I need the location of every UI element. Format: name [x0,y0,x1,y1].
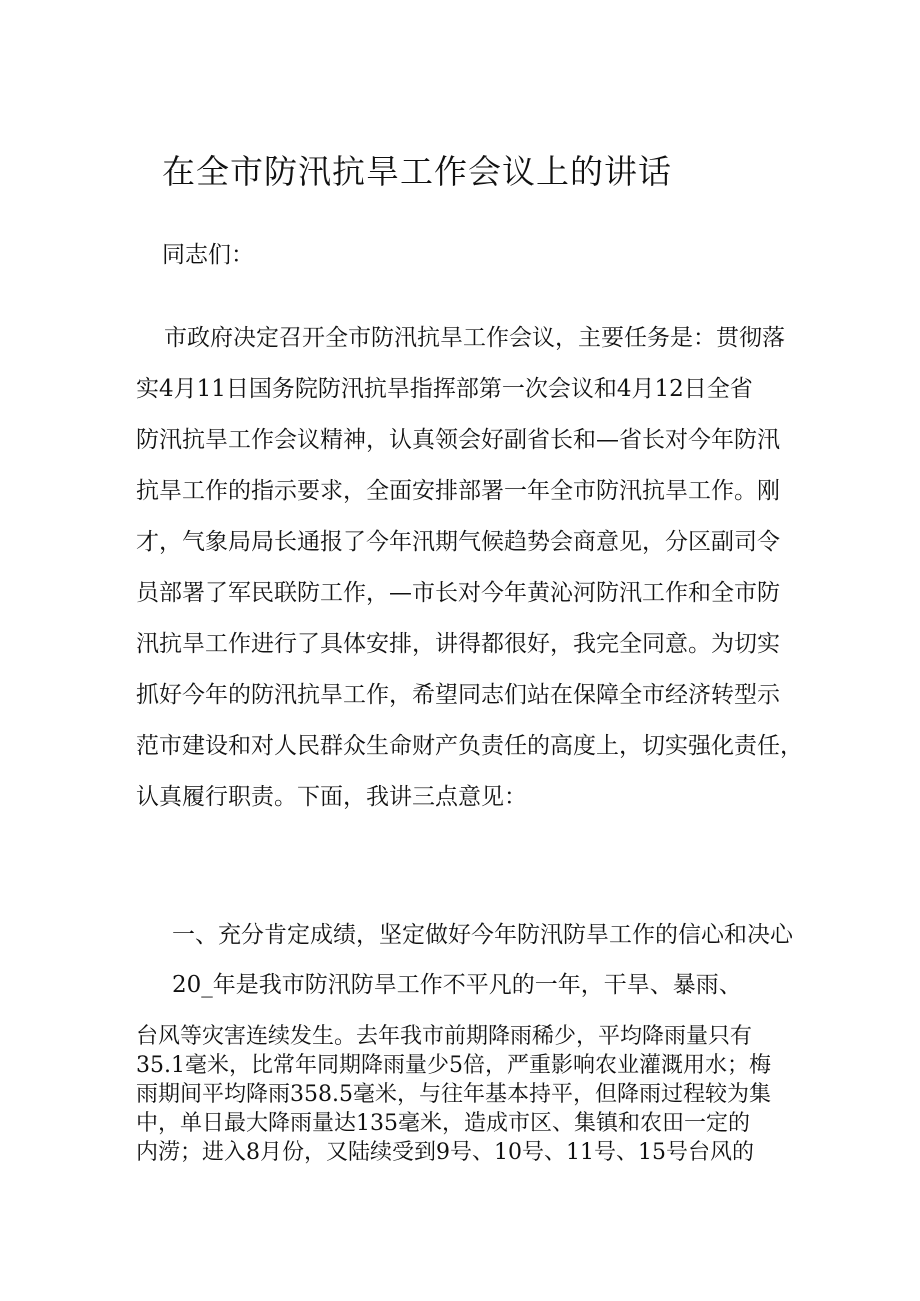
paragraph-line: 汛抗旱工作进行了具体安排，讲得都很好，我完全同意。为切实 [136,631,780,657]
document-title: 在全市防汛抗旱工作会议上的讲话 [162,152,672,191]
paragraph-line: 雨期间平均降雨358.5毫米，与往年基本持平，但降雨过程较为集 [136,1082,771,1107]
paragraph-line: 台风等灾害连续发生。去年我市前期降雨稀少，平均降雨量只有 [136,1024,753,1049]
paragraph-line: 防汛抗旱工作会议精神，认真领会好副省长和—省长对今年防汛 [136,427,780,453]
paragraph-line: 抗旱工作的指示要求，全面安排部署一年全市防汛抗旱工作。刚 [136,478,780,504]
paragraph-line: 35.1毫米，比常年同期降雨量少5倍，严重影响农业灌溉用水；梅 [136,1053,771,1078]
paragraph-line: 中，单日最大降雨量达135毫米，造成市区、集镇和农田一定的 [136,1111,750,1136]
paragraph-line: 市政府决定召开全市防汛抗旱工作会议，主要任务是：贯彻落 [164,325,785,351]
paragraph-line: 内涝；进入8月份，又陆续受到9号、10号、11号、15号台风的 [136,1140,754,1165]
section-heading-1: 一、充分肯定成绩，坚定做好今年防汛防旱工作的信心和决心 [172,922,793,948]
salutation: 同志们： [162,242,254,268]
paragraph-line: 范市建设和对人民群众生命财产负责任的高度上，切实强化责任， [136,733,803,759]
paragraph-line: 20_年是我市防汛防旱工作不平凡的一年，干旱、暴雨、 [172,972,742,998]
paragraph-achievements [136,1022,796,1167]
paragraph-intro [136,313,803,823]
paragraph-line: 认真履行职责。下面，我讲三点意见： [136,784,527,810]
paragraph-line: 抓好今年的防汛抗旱工作，希望同志们站在保障全市经济转型示 [136,682,780,708]
paragraph-line: 员部署了军民联防工作，—市长对今年黄沁河防汛工作和全市防 [136,580,780,606]
paragraph-line: 才，气象局局长通报了今年汛期气候趋势会商意见，分区副司令 [136,529,780,555]
paragraph-line: 实4月11日国务院防汛抗旱指挥部第一次会议和4月12日全省 [136,376,753,402]
